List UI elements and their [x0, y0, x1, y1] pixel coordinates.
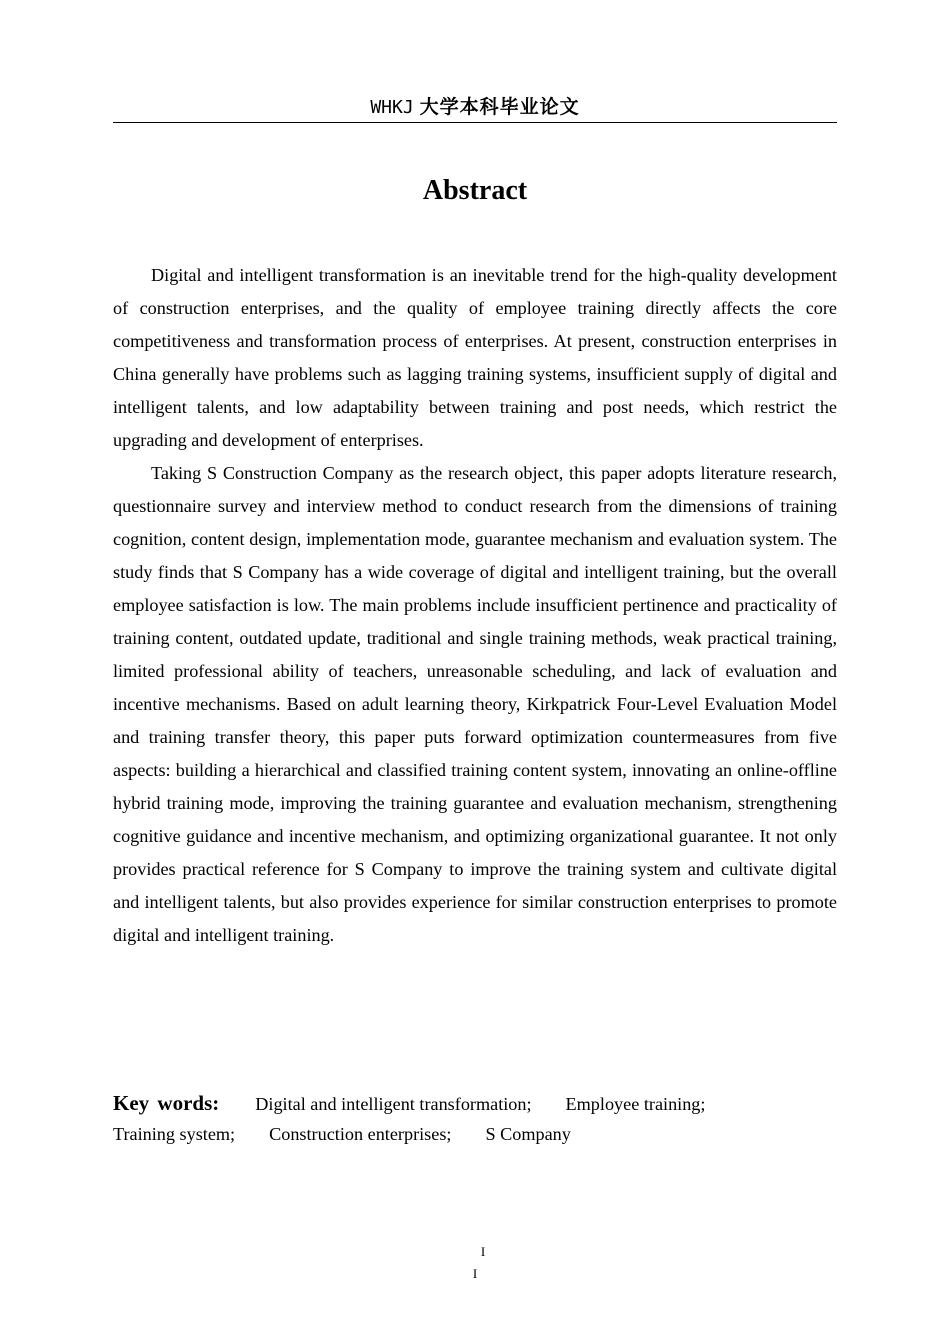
running-header [113, 92, 837, 123]
keyword-item: Training system; [113, 1124, 236, 1144]
page-number: I [480, 1244, 486, 1259]
keywords-block [113, 1088, 837, 1149]
keyword-item: Construction enterprises; [269, 1124, 452, 1144]
keywords-label: Key words: [113, 1091, 220, 1115]
abstract-paragraph: Digital and intelligent transformation is an inevitable trend for the high-quality development of construction enterprises, and the quality of employee training directly affects the core competitiveness and transformation process of enterprises. At present, construction enterprises in China generally have problems such as lagging training systems, insufficient supply of digital and intelligent talents, and low adaptability between training and post needs, which restrict the upgrading and development of enterprises. [113, 265, 837, 450]
abstract-paragraph: Taking S Construction Company as the research object, this paper adopts literature research, questionnaire survey and interview method to conduct research from the dimensions of training cognition, content design, implementation mode, guarantee mechanism and evaluation system. The study finds that S Company has a wide coverage of digital and intelligent training, but the overall employee satisfaction is low. The main problems include insufficient pertinence and practicality of training content, outdated update, traditional and single training methods, weak practical training, limited professional ability of teachers, unreasonable scheduling, and lack of evaluation and incentive mechanisms. Based on adult learning theory, Kirkpatrick Four-Level Evaluation Model and training transfer theory, this paper puts forward optimization countermeasures from five aspects: building a hierarchical and classified training content system, innovating an online-offline hybrid training mode, improving the training guarantee and evaluation mechanism, strengthening cognitive guidance and incentive mechanism, and optimizing organizational guarantee. It not only provides practical reference for S Company to improve the training system and cultivate digital and intelligent talents, but also provides experience for similar construction enterprises to promote digital and intelligent training. [113, 463, 837, 945]
keyword-item: S Company [485, 1124, 571, 1144]
header-institution-cjk: 大学本科毕业论文 [419, 96, 580, 118]
keyword-item: Digital and intelligent transformation; [255, 1094, 532, 1114]
page-number: I [472, 1266, 478, 1281]
header-institution-latin: WHKJ [370, 97, 414, 118]
abstract-body [113, 259, 837, 952]
abstract-title: Abstract [422, 175, 528, 206]
keyword-item: Employee training; [565, 1094, 706, 1114]
